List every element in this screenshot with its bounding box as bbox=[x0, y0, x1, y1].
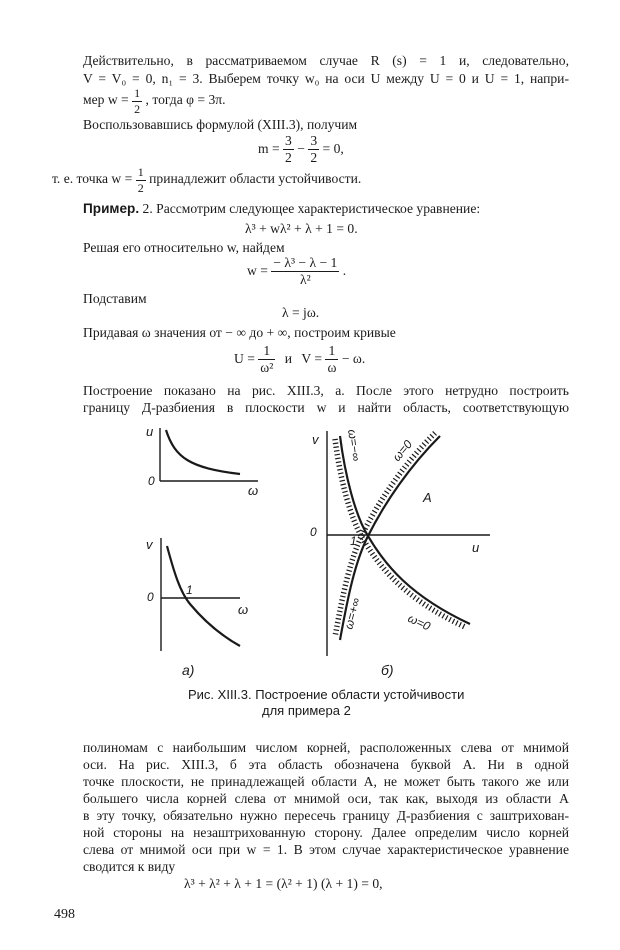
figure-caption-line-1: Рис. XIII.3. Построение области устойчивости bbox=[188, 687, 465, 702]
right-v-label: v bbox=[312, 432, 319, 447]
equation-uv bbox=[234, 344, 365, 376]
example-text: 2. Рассмотрим следующее характеристическое уравнение: bbox=[142, 201, 481, 216]
eq-m-lhs: m = bbox=[258, 140, 280, 156]
eq-and: и bbox=[284, 350, 293, 366]
eq-u-lhs: U = bbox=[234, 350, 255, 366]
intro-line-3 bbox=[83, 87, 226, 115]
fraction-denominator: 2 bbox=[134, 101, 141, 116]
para2-line-4: большего числа корней слева от мнимой оси, так как, выходя из области А bbox=[83, 791, 569, 806]
solve-intro: Решая его относительно w, найдем bbox=[83, 240, 285, 255]
label-omega-zero-upper: ω=0 bbox=[389, 437, 416, 464]
label-omega-zero-lower: ω=0 bbox=[405, 611, 433, 634]
eq-v-num: 1 bbox=[325, 344, 338, 360]
v-curve bbox=[167, 546, 240, 646]
eq-w-num: − λ³ − λ − 1 bbox=[271, 256, 339, 272]
lower-point-label: 1 bbox=[186, 583, 193, 597]
figure-xiii-3 bbox=[0, 420, 620, 690]
eq-w-den: λ² bbox=[299, 272, 311, 288]
lower-origin-label: 0 bbox=[147, 590, 154, 604]
substitute-label: Подставим bbox=[83, 291, 147, 306]
upper-x-label: ω bbox=[248, 483, 259, 498]
conclusion-num: 1 bbox=[137, 165, 144, 179]
lower-x-label: ω bbox=[238, 602, 249, 617]
right-point-label: 1 bbox=[350, 534, 357, 548]
equation-lambda: λ = jω. bbox=[282, 305, 320, 320]
eq-v-lhs: V = bbox=[301, 350, 323, 366]
lower-y-label: v bbox=[146, 537, 153, 552]
intro-line-1: Действительно, в рассматриваемом случае R (s) = 1 и, следовательно, bbox=[83, 53, 569, 68]
right-origin-label: 0 bbox=[310, 525, 317, 539]
right-caption: б) bbox=[381, 662, 394, 678]
intro-line-3-start: мер w = bbox=[83, 92, 129, 108]
figure-caption-line-2: для примера 2 bbox=[262, 703, 351, 718]
para2-line-1: полиномам с наибольшим числом корней, расположенных слева от мнимой bbox=[83, 740, 569, 755]
conclusion-den: 2 bbox=[137, 180, 144, 195]
eq-u-fraction bbox=[258, 344, 275, 376]
left-caption: а) bbox=[182, 662, 195, 678]
u-curve bbox=[166, 430, 240, 474]
para1-line-1: Построение показано на рис. XIII.3, а. После этого нетрудно построить bbox=[83, 383, 569, 398]
conclusion-end: принадлежит области устойчивости. bbox=[149, 171, 362, 187]
fraction-one-half bbox=[132, 87, 142, 115]
eq-m-minus: − bbox=[297, 140, 305, 156]
eq-m-fraction-1 bbox=[283, 134, 294, 166]
equation-m bbox=[258, 134, 344, 166]
eq-w-lhs: w = bbox=[247, 262, 268, 278]
para2-line-3: точке плоскости, не принадлежащей области А, не может быть такого же или bbox=[83, 774, 569, 789]
para1-line-2: границу Д-разбиения в плоскости w и найти область, соответствующую bbox=[83, 400, 569, 415]
eq-m-num-1: 3 bbox=[283, 134, 294, 150]
equation-w bbox=[247, 256, 346, 288]
intro-line-3-end: , тогда φ = 3π. bbox=[145, 92, 226, 108]
label-omega-minus-infinity: ω=−∞ bbox=[345, 428, 364, 463]
eq-m-den-2: 2 bbox=[310, 150, 318, 166]
example-heading bbox=[83, 202, 480, 216]
eq-v-den: ω bbox=[327, 360, 337, 376]
eq-u-den: ω² bbox=[260, 360, 274, 376]
region-a-label: A bbox=[423, 490, 432, 505]
para2-line-6: ной стороны на незаштрихованную сторону. Далее определим число корней bbox=[83, 825, 569, 840]
eq-w-end: . bbox=[342, 262, 347, 278]
eq-v-fraction bbox=[325, 344, 338, 376]
conclusion-start: т. е. точка w = bbox=[52, 171, 133, 187]
right-u-label: u bbox=[472, 540, 480, 555]
equation-final: λ³ + λ² + λ + 1 = (λ² + 1) (λ + 1) = 0, bbox=[184, 876, 383, 891]
equation-characteristic: λ³ + wλ² + λ + 1 = 0. bbox=[245, 221, 358, 236]
eq-m-den-1: 2 bbox=[285, 150, 292, 166]
eq-v-end: − ω. bbox=[341, 350, 366, 366]
example-label: Пример. bbox=[83, 201, 140, 216]
formula-intro: Воспользовавшись формулой (XIII.3), получим bbox=[83, 117, 358, 132]
upper-origin-label: 0 bbox=[148, 474, 155, 488]
intro-line-2: V = V₀ = 0, n₁ = 3. Выберем точку w₀ на оси U между U = 0 и U = 1, напри- bbox=[83, 71, 569, 86]
para2-line-7: слева от мнимой оси при w = 1. В этом случае характеристическое уравнение bbox=[83, 842, 569, 857]
eq-w-fraction bbox=[271, 256, 339, 288]
graph-d-partition bbox=[310, 428, 490, 678]
conclusion-line bbox=[52, 166, 361, 194]
label-omega-plus-infinity: ω=+∞ bbox=[341, 596, 364, 631]
para2-line-5: в эту точку, обязательно нужно пересечь границу Д-разбиения с заштрихован- bbox=[83, 808, 569, 823]
conclusion-fraction bbox=[136, 166, 146, 194]
eq-m-rhs: = 0, bbox=[322, 140, 344, 156]
eq-m-fraction-2 bbox=[308, 134, 319, 166]
eq-m-num-2: 3 bbox=[308, 134, 319, 150]
upper-y-label: u bbox=[146, 424, 154, 439]
graph-u-omega bbox=[146, 424, 258, 498]
boundary-curve-1 bbox=[340, 436, 470, 624]
page-number: 498 bbox=[54, 907, 75, 922]
fraction-numerator: 1 bbox=[134, 86, 141, 100]
graph-v-omega bbox=[146, 537, 248, 678]
para2-line-8: сводится к виду bbox=[83, 859, 176, 874]
para2-line-2: оси. На рис. XIII.3, б эта область обозначена буквой А. Ни в одной bbox=[83, 757, 569, 772]
assign-line: Придавая ω значения от − ∞ до + ∞, построим кривые bbox=[83, 325, 396, 340]
eq-u-num: 1 bbox=[258, 344, 275, 360]
